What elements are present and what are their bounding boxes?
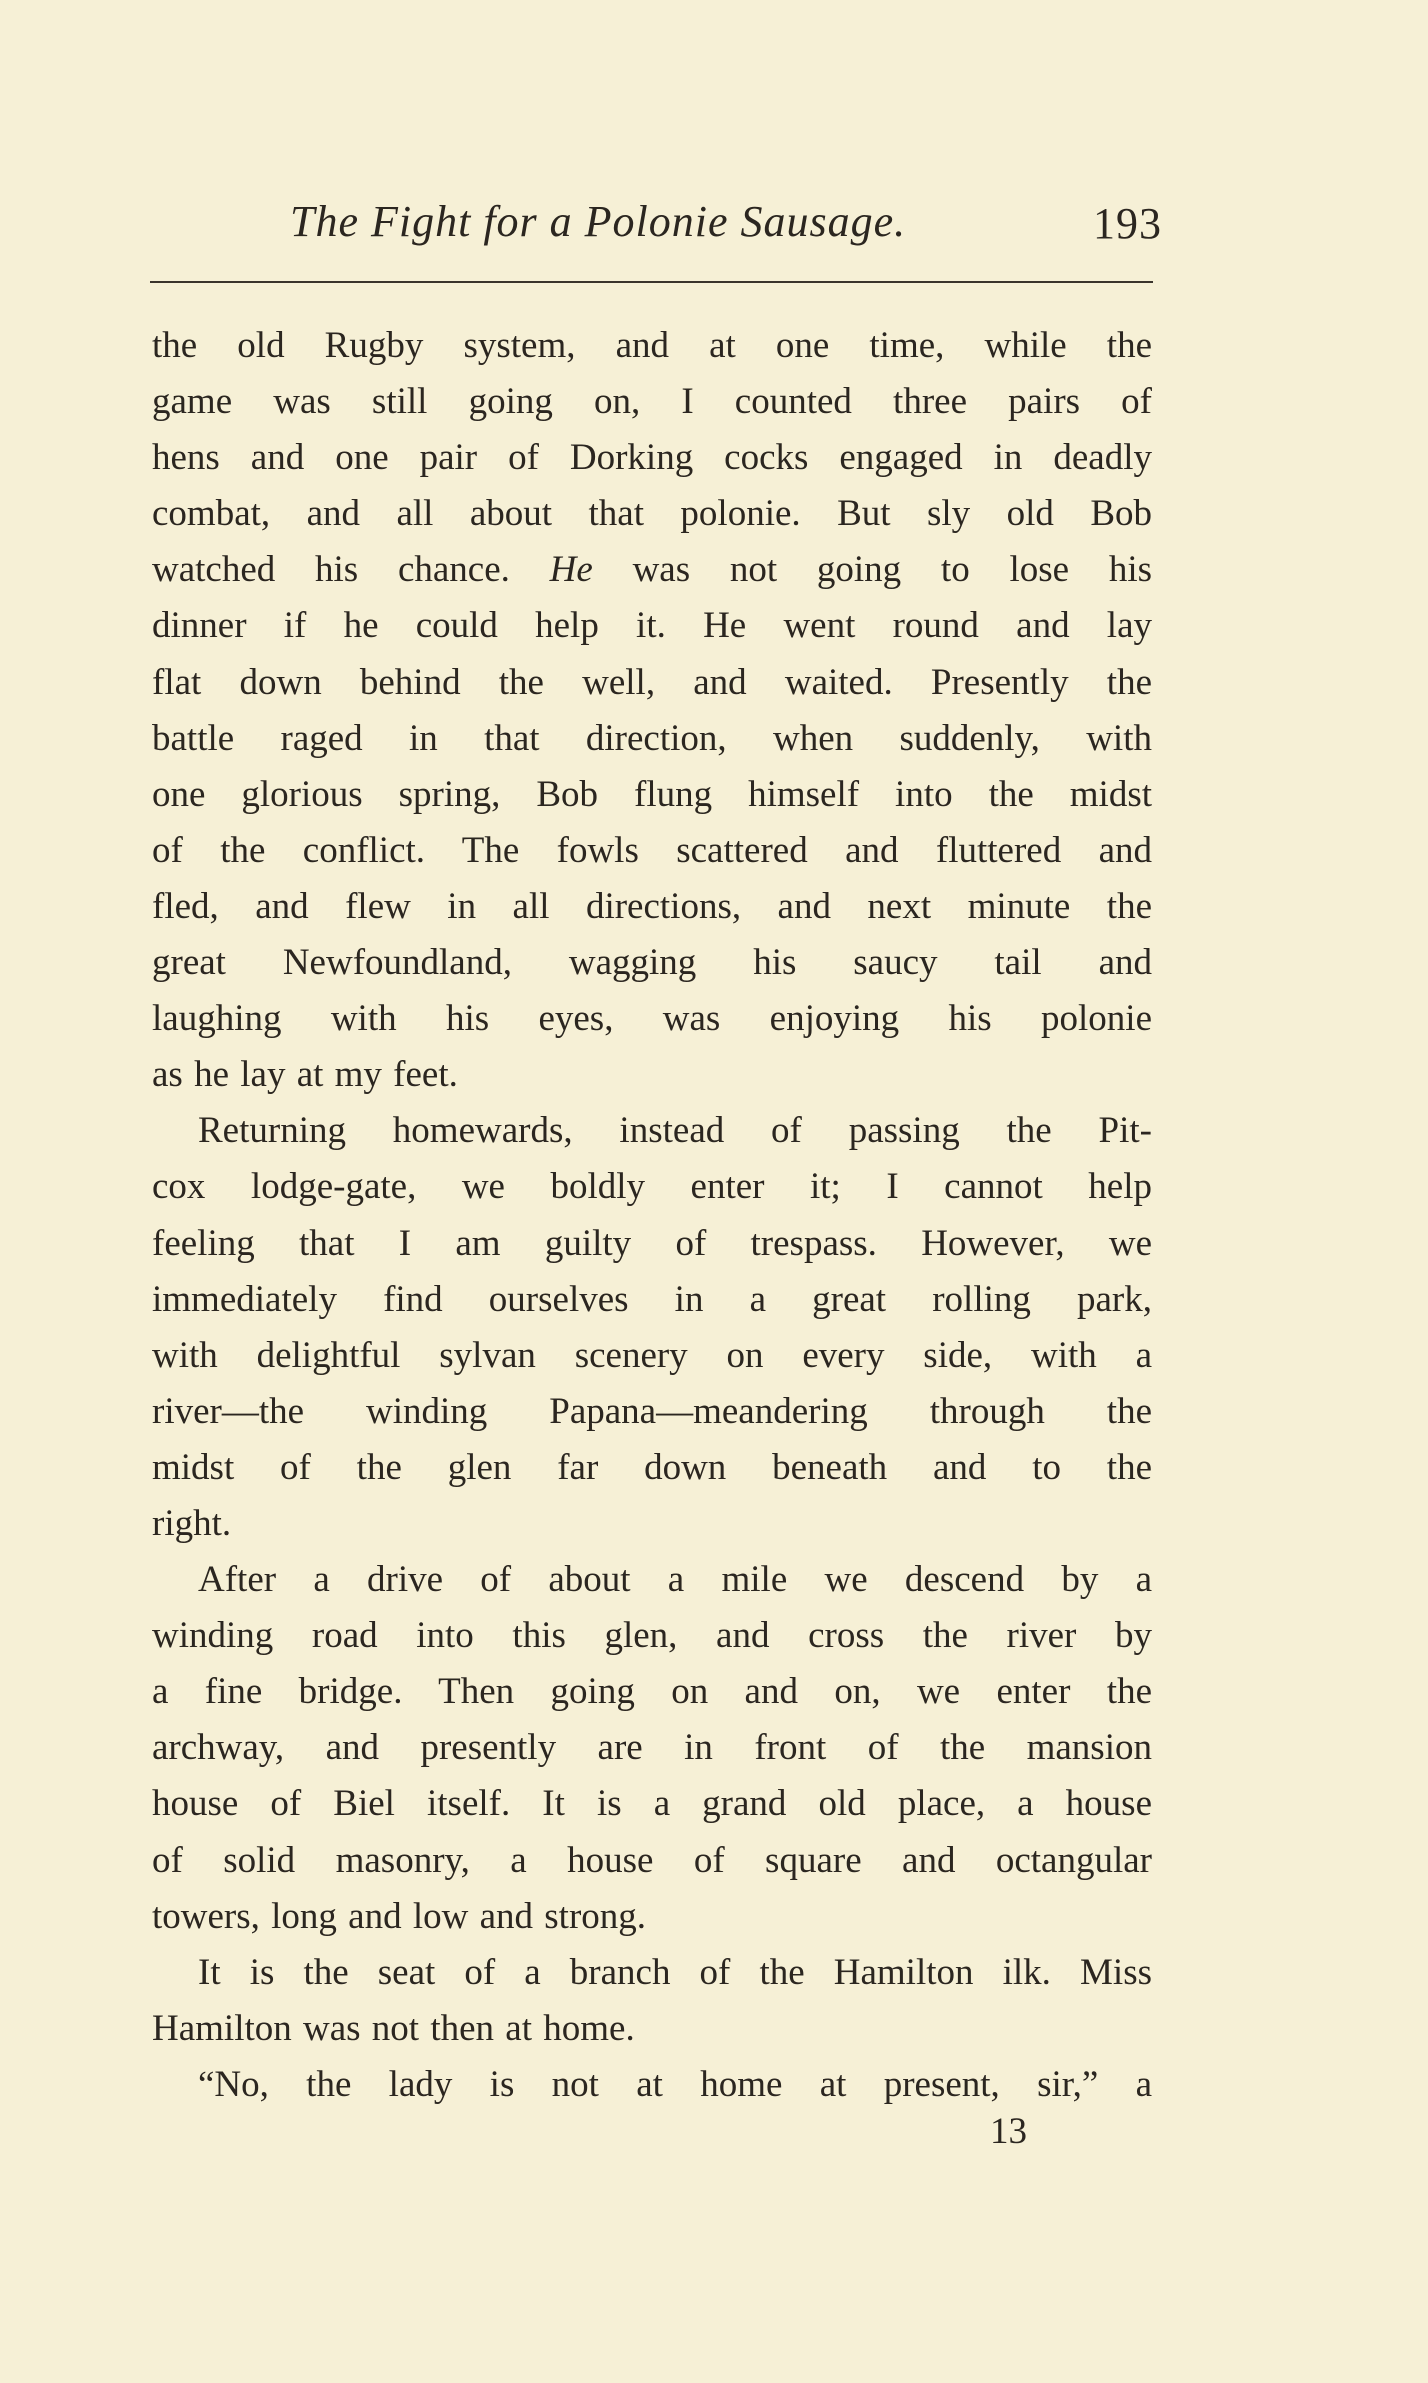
text-line: Returning homewards, instead of passing the Pit-	[198, 1110, 1152, 1152]
text-line: one glorious spring, Bob flung himself into the midst	[152, 773, 1152, 815]
text-line: towers, long and low and strong.	[152, 1895, 647, 1937]
text-line: winding road into this glen, and cross the river by	[152, 1615, 1152, 1657]
text-line: battle raged in that direction, when suddenly, with	[152, 717, 1152, 759]
text-line: hens and one pair of Dorking cocks engaged in deadly	[152, 437, 1152, 479]
body-text	[152, 318, 1152, 2113]
text-line: archway, and presently are in front of the mansion	[152, 1727, 1152, 1769]
page-number: 193	[1093, 199, 1162, 248]
signature-mark: 13	[990, 2111, 1027, 2152]
text-line: feeling that I am guilty of trespass. However, we	[152, 1222, 1152, 1264]
text-line: as he lay at my feet.	[152, 1054, 458, 1096]
text-line: dinner if he could help it. He went round and lay	[152, 605, 1152, 647]
text-line: house of Biel itself. It is a grand old place, a house	[152, 1783, 1152, 1825]
text-line: right.	[152, 1502, 232, 1544]
text-line: watched his chance. He was not going to lose his	[152, 549, 1152, 591]
running-header	[290, 196, 1162, 256]
text-line: immediately find ourselves in a great rolling park,	[152, 1278, 1152, 1320]
header-rule	[150, 281, 1153, 283]
text-line: great Newfoundland, wagging his saucy tail and	[152, 942, 1152, 984]
text-line: game was still going on, I counted three pairs of	[152, 381, 1152, 423]
running-title: The Fight for a Polonie Sausage.	[290, 197, 907, 246]
text-line: fled, and flew in all directions, and next minute the	[152, 885, 1152, 927]
text-line: flat down behind the well, and waited. Presently the	[152, 661, 1152, 703]
text-line: After a drive of about a mile we descend by a	[198, 1559, 1152, 1601]
text-line: a fine bridge. Then going on and on, we enter the	[152, 1671, 1152, 1713]
text-line: Hamilton was not then at home.	[152, 2007, 635, 2049]
text-line: of the conflict. The fowls scattered and fluttered and	[152, 829, 1152, 871]
text-line: the old Rugby system, and at one time, while the	[152, 325, 1152, 366]
text-line: combat, and all about that polonie. But sly old Bob	[152, 493, 1152, 535]
text-line: river—the winding Papana—meandering through the	[152, 1390, 1152, 1432]
text-line: laughing with his eyes, was enjoying his polonie	[152, 998, 1152, 1040]
text-line: It is the seat of a branch of the Hamilton ilk. Miss	[198, 1951, 1152, 1993]
text-line: “No, the lady is not at home at present, sir,” a	[198, 2063, 1152, 2105]
text-line: of solid masonry, a house of square and octangular	[152, 1839, 1152, 1881]
text-line: cox lodge-gate, we boldly enter it; I cannot help	[152, 1166, 1152, 1208]
text-line: midst of the glen far down beneath and to the	[152, 1446, 1152, 1488]
text-line: with delightful sylvan scenery on every side, with a	[152, 1334, 1152, 1376]
